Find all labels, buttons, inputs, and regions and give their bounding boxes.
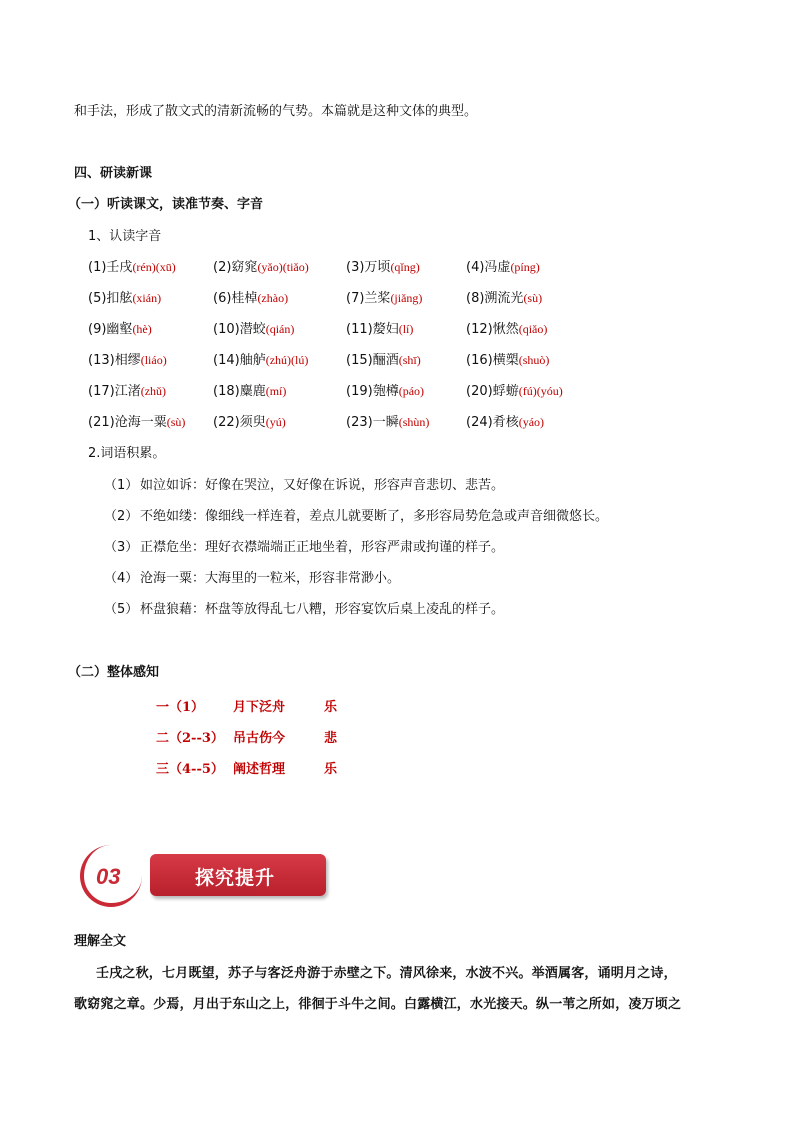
char-entry-pinyin: (lí) <box>398 322 414 336</box>
vocab-text: 杯盘狼藉：杯盘等放得乱七八糟，形容宴饮后桌上凌乱的样子。 <box>140 602 505 617</box>
structure-mood: 悲 <box>324 731 338 746</box>
vocab-num: （2） <box>104 509 139 524</box>
char-entry <box>346 383 424 400</box>
char-entry-word: 一瞬 <box>372 415 399 430</box>
char-entry-pinyin: (hè) <box>132 322 152 336</box>
char-entry-word: 冯虚 <box>484 260 511 275</box>
vocab-text: 不绝如缕：像细线一样连着，差点儿就要断了，多形容局势危急或声音细微悠长。 <box>140 509 609 524</box>
char-entry-pinyin: (yǎo)(tiǎo) <box>257 260 309 274</box>
vocab-text: 如泣如诉：好像在哭泣，又好像在诉说，形容声音悲切、悲苦。 <box>140 478 505 493</box>
char-entry-number: (12) <box>466 322 493 337</box>
char-entry-pinyin: (rén)(xū) <box>132 260 176 274</box>
char-entry-pinyin: (yú) <box>265 415 286 429</box>
structure-part: 三（4--5） <box>156 762 224 777</box>
structure-topic: 吊古伤今 <box>233 731 286 746</box>
char-entry <box>88 259 176 276</box>
char-entry-number: (4) <box>466 260 485 275</box>
subsection-heading-1: （一）听读课文，读准节奏、字音 <box>68 197 264 212</box>
char-entry-pinyin: (sù) <box>166 415 186 429</box>
char-entry-word: 肴核 <box>492 415 519 430</box>
char-entry <box>346 414 429 431</box>
char-entry-pinyin: (fú)(yóu) <box>518 384 563 398</box>
char-entry-pinyin: (shuò) <box>518 353 550 367</box>
char-entry-word: 蜉蝣 <box>492 384 519 399</box>
char-entry-number: (24) <box>466 415 493 430</box>
char-entry <box>88 321 152 338</box>
char-entry-pinyin: (shī) <box>398 353 421 367</box>
char-entry-number: (2) <box>213 260 232 275</box>
char-entry-number: (16) <box>466 353 493 368</box>
char-entry-pinyin: (jiǎng) <box>390 291 423 305</box>
char-entry-pinyin: (mí) <box>265 384 287 398</box>
vocab-item <box>104 478 504 494</box>
char-entry-word: 须臾 <box>239 415 266 430</box>
char-entry-word: 溯流光 <box>484 291 524 306</box>
char-entry <box>88 414 185 431</box>
char-entry-pinyin: (qǐng) <box>390 260 420 274</box>
char-entry-number: (17) <box>88 384 115 399</box>
char-entry-word: 酾酒 <box>372 353 399 368</box>
item-2-label: 2.词语积累。 <box>88 446 166 461</box>
char-entry <box>466 383 563 400</box>
char-entry-pinyin: (qián) <box>265 322 295 336</box>
char-entry-number: (15) <box>346 353 373 368</box>
char-entry <box>88 290 161 307</box>
char-entry-word: 相缪 <box>114 353 141 368</box>
char-entry <box>346 321 413 338</box>
subsection-heading-2: （二）整体感知 <box>68 665 160 680</box>
char-entry-pinyin: (zhǔ) <box>140 384 167 398</box>
char-entry-word: 桂棹 <box>231 291 258 306</box>
item-1-label: 1、认读字音 <box>88 229 162 244</box>
structure-topic: 月下泛舟 <box>233 700 286 715</box>
char-entry <box>346 290 422 307</box>
banner-number: 03 <box>96 864 121 889</box>
char-entry-pinyin: (sù) <box>523 291 543 305</box>
section-heading-4: 四、研读新课 <box>74 166 153 181</box>
char-entry-word: 壬戌 <box>106 260 133 275</box>
char-entry-number: (13) <box>88 353 115 368</box>
structure-part: 二（2--3） <box>156 731 224 746</box>
vocab-num: （1） <box>104 478 139 493</box>
char-entry-word: 麋鹿 <box>239 384 266 399</box>
char-entry-number: (10) <box>213 322 240 337</box>
char-entry <box>466 414 544 431</box>
vocab-num: （4） <box>104 571 139 586</box>
char-entry <box>213 259 309 276</box>
char-entry <box>213 321 294 338</box>
char-entry-number: (22) <box>213 415 240 430</box>
vocab-item <box>104 509 608 525</box>
char-entry <box>213 352 308 369</box>
char-entry <box>466 259 540 276</box>
char-entry <box>466 290 542 307</box>
char-entry-number: (18) <box>213 384 240 399</box>
char-entry <box>213 383 286 400</box>
char-entry-pinyin: (shùn) <box>398 415 430 429</box>
char-entry-pinyin: (zhú)(lú) <box>265 353 309 367</box>
char-entry <box>213 290 288 307</box>
char-entry <box>466 352 549 369</box>
text-paragraph-line-1: 壬戌之秋，七月既望，苏子与客泛舟游于赤壁之下。清风徐来，水波不兴。举酒属客，诵明月之诗， <box>96 966 677 981</box>
char-entry-word: 江渚 <box>114 384 141 399</box>
char-entry <box>213 414 286 431</box>
vocab-text: 沧海一粟：大海里的一粒米，形容非常渺小。 <box>140 571 401 586</box>
char-entry-word: 横槊 <box>492 353 519 368</box>
char-entry-word: 匏樽 <box>372 384 399 399</box>
char-entry-number: (21) <box>88 415 115 430</box>
char-entry-word: 兰桨 <box>364 291 391 306</box>
banner-title: 探究提升 <box>195 867 276 889</box>
structure-mood: 乐 <box>324 700 338 715</box>
structure-part: 一（1） <box>156 700 205 715</box>
char-entry <box>88 383 166 400</box>
char-entry-number: (19) <box>346 384 373 399</box>
char-entry-number: (11) <box>346 322 373 337</box>
char-entry-number: (23) <box>346 415 373 430</box>
char-entry-number: (20) <box>466 384 493 399</box>
char-entry-number: (1) <box>88 260 107 275</box>
char-entry-word: 扣舷 <box>106 291 133 306</box>
section-heading-understand: 理解全文 <box>74 934 127 949</box>
char-entry-number: (9) <box>88 322 107 337</box>
vocab-num: （3） <box>104 540 139 555</box>
char-entry-number: (8) <box>466 291 485 306</box>
char-entry-word: 窈窕 <box>231 260 258 275</box>
char-entry-word: 愀然 <box>492 322 519 337</box>
char-entry-pinyin: (liáo) <box>140 353 167 367</box>
char-entry-pinyin: (qiǎo) <box>518 322 548 336</box>
char-entry-pinyin: (yáo) <box>518 415 545 429</box>
char-entry-word: 舳舻 <box>239 353 266 368</box>
char-entry-word: 幽壑 <box>106 322 133 337</box>
vocab-item <box>104 602 504 618</box>
char-entry-number: (3) <box>346 260 365 275</box>
text-paragraph-line-2: 歌窈窕之章。少焉，月出于东山之上，徘徊于斗牛之间。白露横江，水光接天。纵一苇之所如，凌万顷之 <box>74 997 682 1012</box>
char-entry-pinyin: (zhào) <box>257 291 289 305</box>
char-entry-pinyin: (píng) <box>510 260 540 274</box>
structure-row <box>156 727 376 746</box>
char-entry <box>346 259 420 276</box>
char-entry <box>466 321 547 338</box>
vocab-item <box>104 571 400 587</box>
intro-line: 和手法，形成了散文式的清新流畅的气势。本篇就是这种文体的典型。 <box>74 104 478 119</box>
vocab-text: 正襟危坐：理好衣襟端端正正地坐着，形容严肃或拘谨的样子。 <box>140 540 505 555</box>
char-entry-pinyin: (páo) <box>398 384 425 398</box>
char-entry-number: (6) <box>213 291 232 306</box>
structure-mood: 乐 <box>324 762 338 777</box>
char-entry <box>346 352 421 369</box>
char-entry-word: 沧海一粟 <box>114 415 167 430</box>
char-entry-number: (14) <box>213 353 240 368</box>
structure-row <box>156 696 376 715</box>
char-entry <box>88 352 167 369</box>
char-entry-word: 潜蛟 <box>239 322 266 337</box>
vocab-item <box>104 540 504 556</box>
char-entry-number: (5) <box>88 291 107 306</box>
char-entry-pinyin: (xián) <box>132 291 162 305</box>
char-entry-word: 嫠妇 <box>372 322 399 337</box>
char-entry-word: 万顷 <box>364 260 391 275</box>
vocab-num: （5） <box>104 602 139 617</box>
structure-topic: 阐述哲理 <box>233 762 286 777</box>
structure-row <box>156 758 376 777</box>
char-entry-number: (7) <box>346 291 365 306</box>
